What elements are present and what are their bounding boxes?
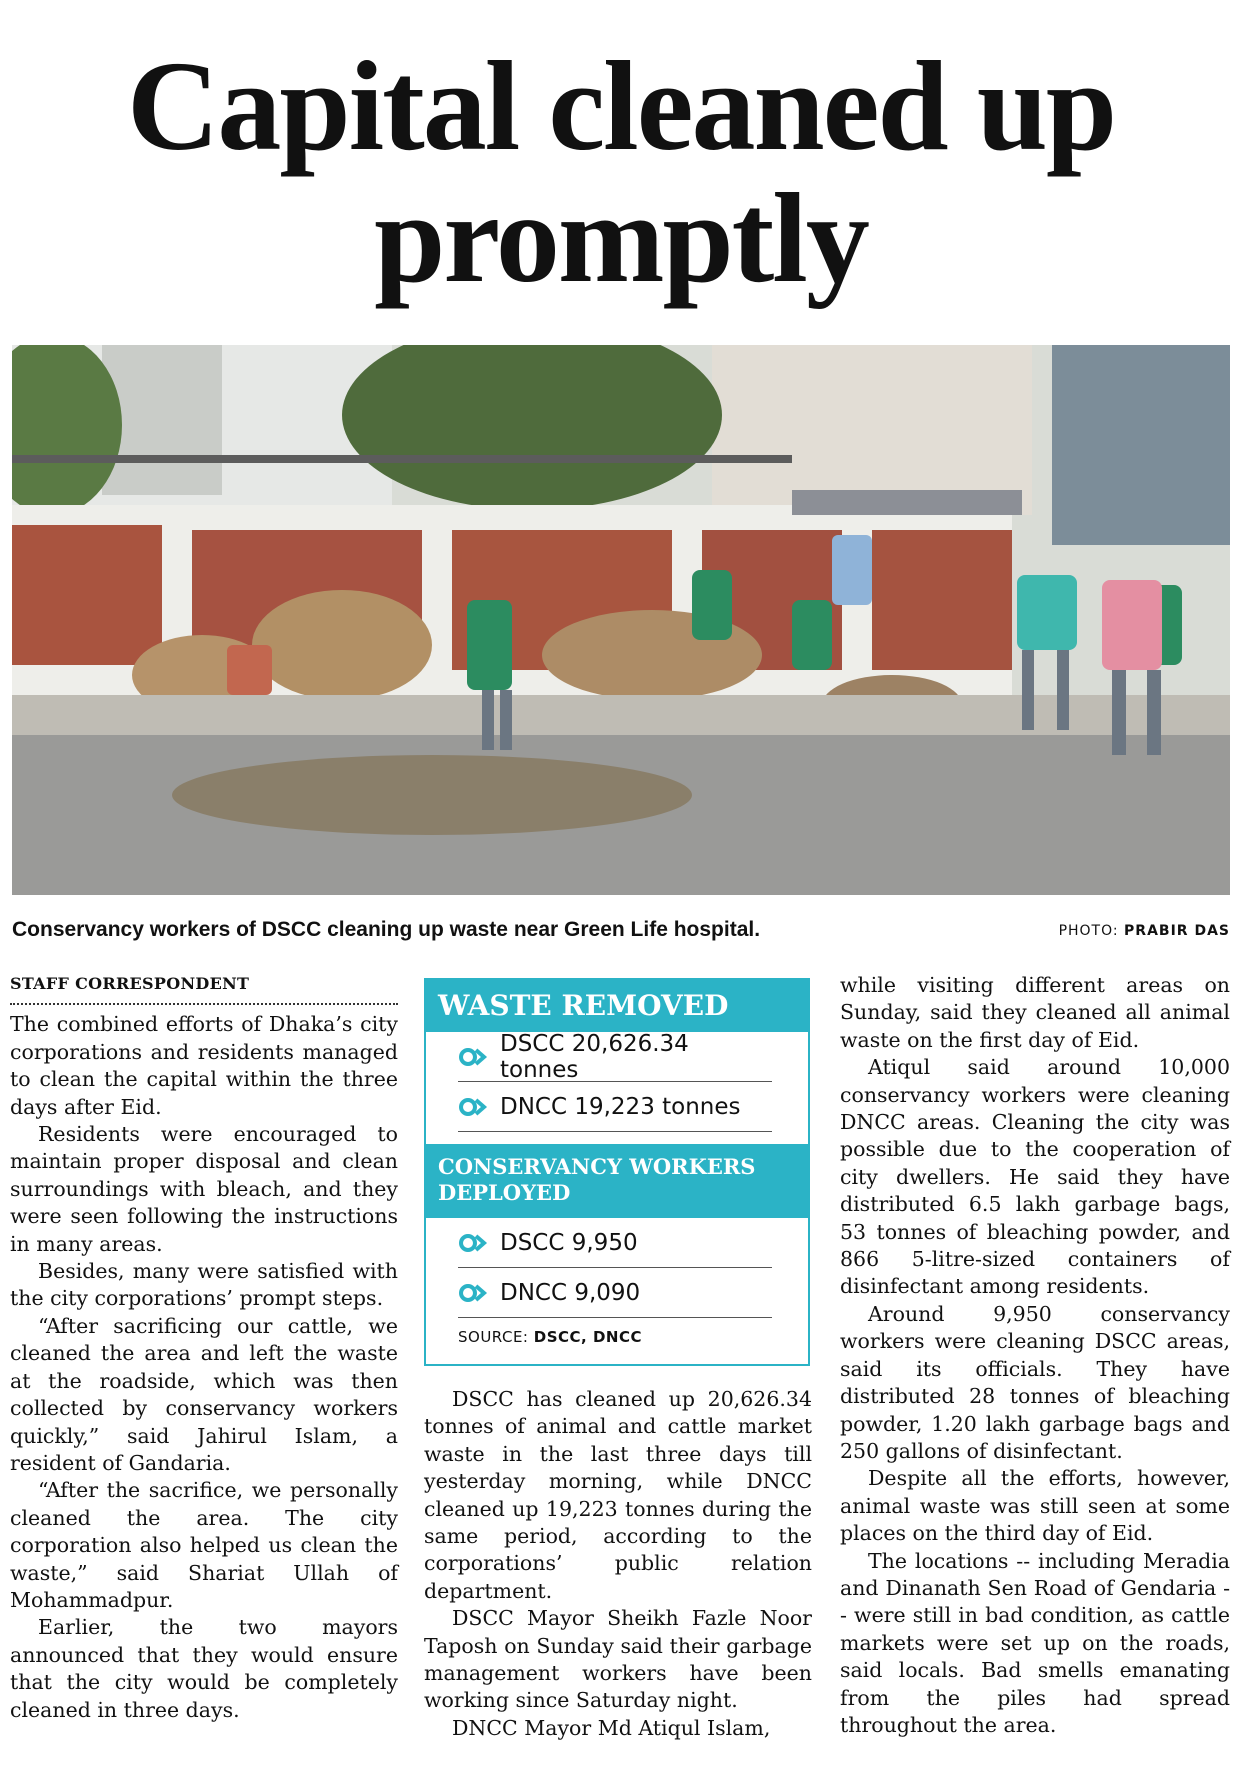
photo-credit xyxy=(1059,923,1230,939)
infobox-item-text: DSCC 20,626.34 tonnes xyxy=(500,1030,689,1083)
paragraph: “After the sacrifice, we personally cleaned the area. The city corporation also helped us clean the waste,” said Shariat Ullah of Mohammadpur. xyxy=(10,1478,398,1612)
infobox-item-text: DNCC 19,223 tonnes xyxy=(500,1093,741,1120)
paragraph: The locations -- including Meradia and Dinanath Sen Road of Gendaria -- were still in bad condition, as cattle markets were set up on the roads, said locals. Bad smells emanating from the piles had spread throughout the area. xyxy=(840,1548,1230,1737)
headline-line-1: Capital cleaned up xyxy=(126,35,1116,177)
paragraph: Besides, many were satisfied with the city corporations’ prompt steps. xyxy=(10,1259,398,1311)
paragraph: Earlier, the two mayors announced that they would ensure that the city would be completely cleaned in three days. xyxy=(10,1615,398,1722)
paragraph: DNCC Mayor Md Atiqul Islam, xyxy=(452,1715,771,1740)
headline-line-2: promptly xyxy=(374,167,868,309)
infobox xyxy=(424,978,810,1366)
article-column-2 xyxy=(424,1386,812,1742)
paragraph: Atiqul said around 10,000 conservancy workers were cleaning DNCC areas. Cleaning the city was possible due to the cooperation of city dwellers. He said they have distributed 6.5 lakh garbage bags, 53 tonnes of bleaching powder, and 866 5-litre-sized containers of disinfectant among residents. xyxy=(840,1055,1230,1299)
paragraph: “After sacrificing our cattle, we cleaned the area and left the waste at the roadside, which was then collected by conservancy workers quickly,” said Jahirul Islam, a resident of Gandaria. xyxy=(10,1313,398,1475)
headline xyxy=(0,35,1242,309)
double-chevron-icon xyxy=(458,1283,488,1303)
article-column-3 xyxy=(840,972,1230,1739)
infobox-item xyxy=(458,1082,772,1132)
article-column-1 xyxy=(10,970,398,1724)
paragraph: Around 9,950 conservancy workers were cleaning DSCC areas, said its officials. They have distributed 28 tonnes of bleaching powder, 1.20 lakh garbage bags and 250 gallons of disinfectant. xyxy=(840,1301,1230,1463)
double-chevron-icon xyxy=(458,1233,488,1253)
infobox-item-text: DSCC 9,950 xyxy=(500,1229,638,1256)
infobox-item xyxy=(458,1268,772,1318)
photo-caption: Conservancy workers of DSCC cleaning up waste near Green Life hospital. xyxy=(12,918,761,941)
double-chevron-icon xyxy=(458,1097,488,1117)
photo-credit-label: PHOTO: xyxy=(1058,923,1119,939)
infobox-title-workers: CONSERVANCY WORKERS DEPLOYED xyxy=(426,1144,808,1218)
paragraph: The combined efforts of Dhaka’s city corporations and residents managed to clean the capital within the three days after Eid. xyxy=(10,1012,398,1119)
paragraph: Despite all the efforts, however, animal waste was still seen at some places on the third day of Eid. xyxy=(840,1466,1230,1546)
source-label: SOURCE: xyxy=(458,1328,529,1346)
infobox-source xyxy=(458,1328,808,1346)
photo-credit-name: PRABIR DAS xyxy=(1124,923,1230,939)
source-value: DSCC, DNCC xyxy=(533,1328,642,1346)
double-chevron-icon xyxy=(458,1047,488,1067)
infobox-item xyxy=(458,1218,772,1268)
byline: STAFF CORRESPONDENT xyxy=(10,970,398,1005)
paragraph: DSCC Mayor Sheikh Fazle Noor Taposh on Sunday said their garbage management workers have been working since Saturday night. xyxy=(424,1606,812,1713)
infobox-item xyxy=(458,1032,772,1082)
paragraph: DSCC has cleaned up 20,626.34 tonnes of animal and cattle market waste in the last three days till yesterday morning, while DNCC cleaned up 19,223 tonnes during the same period, according to the corporations’ public relation department. xyxy=(424,1387,812,1603)
news-photo xyxy=(12,345,1230,895)
infobox-title-waste: WASTE REMOVED xyxy=(426,980,808,1032)
paragraph: while visiting different areas on Sunday, said they cleaned all animal waste on the first day of Eid. xyxy=(840,973,1230,1052)
infobox-item-text: DNCC 9,090 xyxy=(500,1279,641,1306)
paragraph: Residents were encouraged to maintain proper disposal and clean surroundings with bleach, and they were seen following the instructions in many areas. xyxy=(10,1122,398,1256)
